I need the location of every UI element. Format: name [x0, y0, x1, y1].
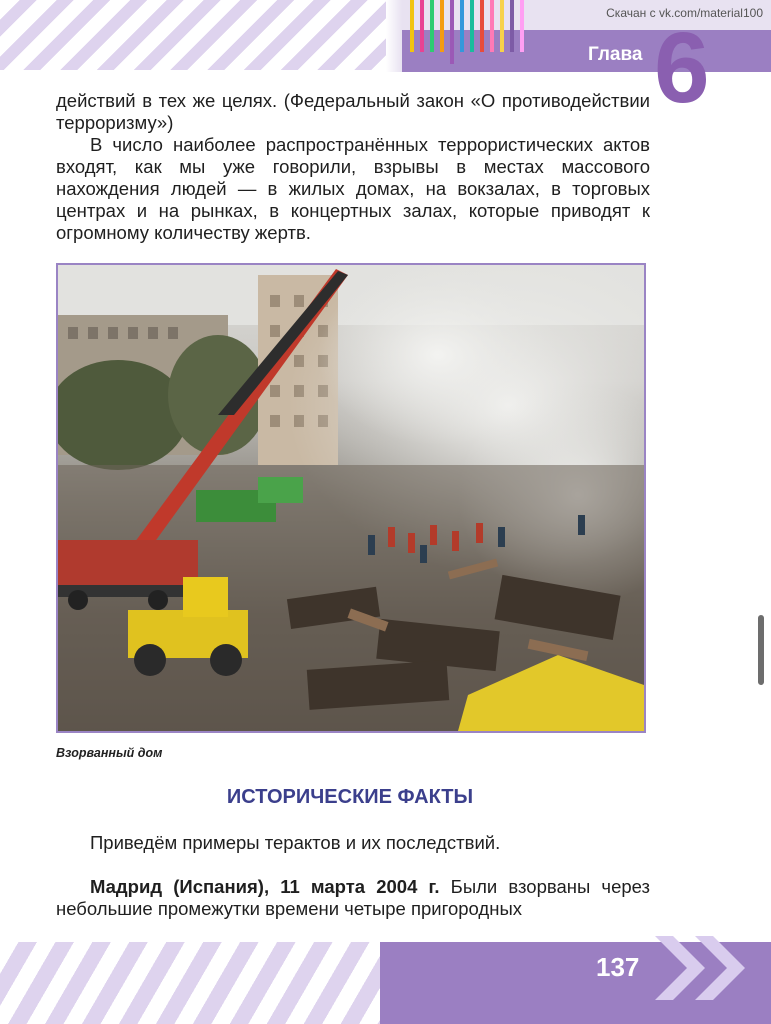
barcode-stripe: [490, 0, 494, 52]
barcode-stripe: [430, 0, 434, 52]
barcode-stripe: [460, 0, 464, 52]
header-stripes: [0, 0, 395, 70]
download-note: Скачан с vk.com/material100: [606, 6, 763, 20]
barcode-stripe: [510, 0, 514, 52]
paragraph-madrid: [56, 876, 650, 920]
scrollbar-thumb[interactable]: [758, 615, 764, 685]
page-number: 137: [596, 952, 640, 982]
footer-stripes: [0, 942, 410, 1024]
barcode-stripe: [440, 0, 444, 52]
barcode-stripe: [520, 0, 524, 52]
chapter-label: Глава: [588, 44, 643, 65]
paragraph-terror-acts: В число наиболее распространённых террористических актов входят, как мы уже говорили, взрывы в местах массового нахождения людей — в жилых домах, на вокзалах, в торговых центрах и на рынках, в концертных залах, которые приводят к огромному количеству жертв.: [56, 134, 650, 243]
photo-illustration: [58, 265, 644, 731]
barcode-stripe: [480, 0, 484, 52]
barcode-stripe: [410, 0, 414, 52]
section-intro: Приведём примеры терактов и их последствий.: [90, 832, 501, 853]
paragraph-continuation: действий в тех же целях. (Федеральный закон «О противодействии терроризму»): [56, 90, 650, 133]
header-barcode: [410, 0, 524, 64]
next-chevron-icon[interactable]: [655, 928, 765, 1008]
photo-caption: Взорванный дом: [56, 746, 163, 760]
section-title: ИСТОРИЧЕСКИЕ ФАКТЫ: [226, 786, 474, 808]
barcode-stripe: [470, 0, 474, 52]
barcode-stripe: [500, 0, 504, 52]
photo-destroyed-house: [56, 263, 646, 733]
madrid-text: Были взорваны через небольшие промежутки времени четыре пригородных: [56, 876, 651, 919]
madrid-heading: Мадрид (Испания), 11 марта 2004 г.: [90, 876, 440, 897]
chapter-number: 6: [654, 12, 710, 124]
barcode-stripe: [420, 0, 424, 52]
barcode-stripe: [450, 0, 454, 64]
